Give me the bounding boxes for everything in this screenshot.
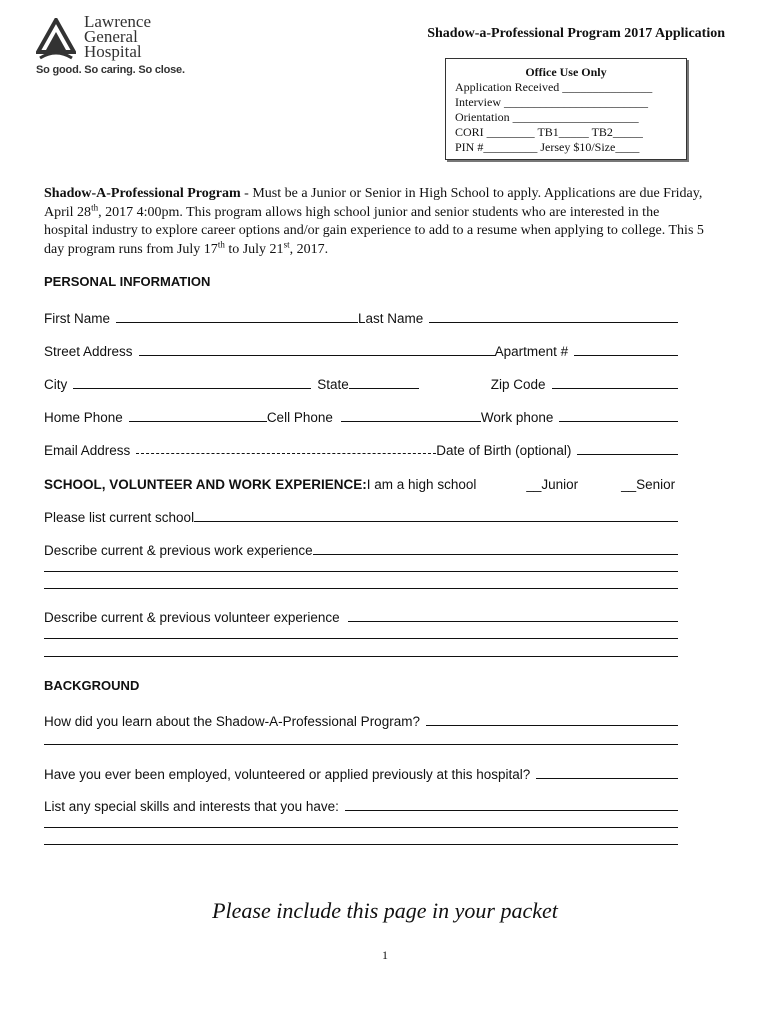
work-phone-label: Work phone xyxy=(480,410,554,425)
skills-label: List any special skills and interests that you have: xyxy=(44,799,339,814)
apartment-label: Apartment # xyxy=(494,344,569,359)
personal-info-heading: PERSONAL INFORMATION xyxy=(44,274,211,289)
previous-employment-label: Have you ever been employed, volunteered or applied previously at this hospital? xyxy=(44,767,531,782)
logo-tagline: So good. So caring. So close. xyxy=(36,64,185,76)
office-use-line: Application Received _______________ xyxy=(455,80,653,94)
email-row xyxy=(44,438,678,458)
phone-row xyxy=(44,405,678,425)
skills-field[interactable] xyxy=(345,809,678,811)
volunteer-experience-line[interactable] xyxy=(44,638,678,639)
ordinal-suffix: st xyxy=(283,238,290,249)
logo-name-line: General xyxy=(84,27,138,46)
ordinal-suffix: th xyxy=(91,201,99,212)
senior-option[interactable]: __Senior xyxy=(621,477,676,492)
apartment-field[interactable] xyxy=(574,354,678,356)
cell-phone-field[interactable] xyxy=(341,420,481,422)
first-name-label: First Name xyxy=(44,311,111,326)
page-number: 1 xyxy=(382,948,388,962)
cell-phone-label: Cell Phone xyxy=(266,410,333,425)
street-address-label: Street Address xyxy=(44,344,133,359)
office-use-line: PIN #_________ Jersey $10/Size____ xyxy=(455,140,640,154)
background-heading: BACKGROUND xyxy=(44,678,140,693)
state-field[interactable] xyxy=(349,387,419,389)
form-title: Shadow-a-Professional Program 2017 Application xyxy=(427,26,725,41)
address-row xyxy=(44,339,678,359)
junior-option[interactable]: __Junior xyxy=(526,477,579,492)
zip-code-label: Zip Code xyxy=(490,377,546,392)
program-description xyxy=(44,185,704,259)
hospital-logo-icon xyxy=(36,18,76,64)
street-address-field[interactable] xyxy=(139,354,495,356)
work-experience-label: Describe current & previous work experience xyxy=(44,543,313,558)
zip-code-field[interactable] xyxy=(552,387,678,389)
intro-text: - Must be a Junior or Senior in High School to apply. Applications are due Friday, April 28 xyxy=(44,186,703,220)
city-row xyxy=(44,372,678,392)
office-use-line: Orientation _____________________ xyxy=(455,110,639,124)
school-experience-heading: SCHOOL, VOLUNTEER AND WORK EXPERIENCE: xyxy=(44,477,367,492)
state-label: State xyxy=(317,377,349,392)
work-experience-field[interactable] xyxy=(313,553,678,555)
office-use-title: Office Use Only xyxy=(525,65,607,79)
office-use-line: CORI ________ TB1_____ TB2_____ xyxy=(455,125,643,139)
intro-text: , 2017 4:00pm. This program allows high school junior and senior students who are interested in the hospital industry to explore career options and/or gain experience to add to a resume when applying to college. This 5 day program runs from July 17 xyxy=(44,204,704,257)
skills-row xyxy=(44,794,678,814)
volunteer-experience-row xyxy=(44,605,678,625)
name-row xyxy=(44,306,678,326)
volunteer-experience-label: Describe current & previous volunteer experience xyxy=(44,610,340,625)
date-of-birth-field[interactable] xyxy=(577,453,678,455)
first-name-field[interactable] xyxy=(116,321,358,323)
learn-about-label: How did you learn about the Shadow-A-Professional Program? xyxy=(44,714,420,729)
skills-line[interactable] xyxy=(44,844,678,845)
email-field[interactable] xyxy=(136,452,436,454)
logo-wordmark xyxy=(84,14,151,59)
home-phone-label: Home Phone xyxy=(44,410,123,425)
logo-name-line: Lawrence xyxy=(84,12,152,31)
intro-text: to July 21 xyxy=(224,241,284,257)
current-school-row xyxy=(44,505,678,525)
work-experience-line[interactable] xyxy=(44,588,678,589)
current-school-field[interactable] xyxy=(194,520,678,522)
last-name-field[interactable] xyxy=(429,321,678,323)
volunteer-experience-line[interactable] xyxy=(44,656,678,657)
school-heading-row xyxy=(44,472,694,492)
home-phone-field[interactable] xyxy=(129,420,267,422)
logo-name-line: Hospital xyxy=(84,42,142,61)
date-of-birth-label: Date of Birth (optional) xyxy=(436,443,572,458)
volunteer-experience-field[interactable] xyxy=(348,620,678,622)
learn-about-field[interactable] xyxy=(426,724,678,726)
school-grade-prompt: I am a high school xyxy=(366,477,477,492)
work-phone-field[interactable] xyxy=(559,420,678,422)
learn-about-line[interactable] xyxy=(44,744,678,745)
email-label: Email Address xyxy=(44,443,131,458)
office-use-line: Interview ________________________ xyxy=(455,95,648,109)
packet-instruction: Please include this page in your packet xyxy=(212,898,558,923)
ordinal-suffix: th xyxy=(217,238,225,249)
work-experience-row xyxy=(44,538,678,558)
work-experience-line[interactable] xyxy=(44,571,678,572)
current-school-label: Please list current school xyxy=(44,510,195,525)
last-name-label: Last Name xyxy=(358,311,424,326)
intro-text: , 2017. xyxy=(289,241,329,257)
program-name: Shadow-A-Professional Program xyxy=(44,186,241,201)
learn-about-row xyxy=(44,709,678,729)
city-field[interactable] xyxy=(73,387,311,389)
skills-line[interactable] xyxy=(44,827,678,828)
city-label: City xyxy=(44,377,68,392)
previous-employment-field[interactable] xyxy=(536,777,678,779)
previous-employment-row xyxy=(44,762,678,782)
office-use-box xyxy=(445,58,687,160)
